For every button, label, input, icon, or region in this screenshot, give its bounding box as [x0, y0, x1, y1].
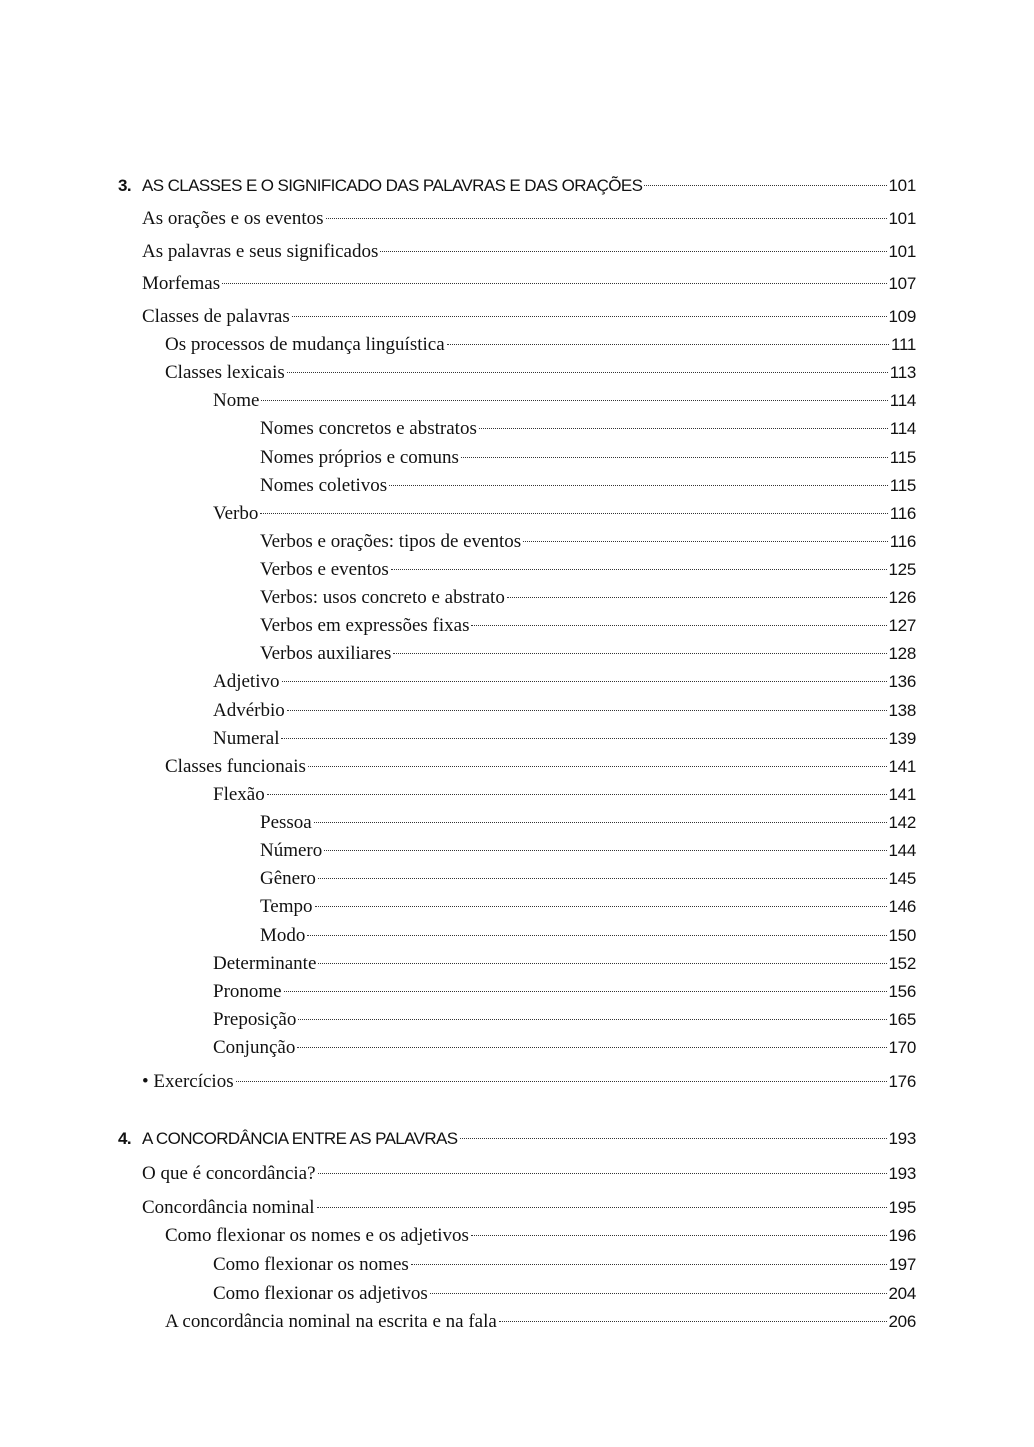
toc-entry[interactable]: [260, 614, 916, 638]
toc-entry-title: Adjetivo: [213, 671, 280, 692]
dot-leader: [447, 344, 889, 345]
toc-entry-page: 128: [888, 644, 916, 663]
toc-entry-title: Os processos de mudança linguística: [165, 334, 445, 355]
toc-entry-title: Pronome: [213, 981, 282, 1002]
dot-leader: [307, 935, 886, 936]
toc-entry-title: Classes de palavras: [142, 306, 290, 327]
dot-leader: [287, 710, 887, 711]
dot-leader: [292, 316, 887, 317]
dot-leader: [318, 878, 887, 879]
toc-entry[interactable]: [213, 1253, 916, 1277]
toc-entry-page: 141: [888, 757, 916, 776]
toc-entry-page: 109: [888, 307, 916, 326]
dot-leader: [411, 1264, 887, 1265]
toc-entry-page: 196: [888, 1226, 916, 1245]
toc-entry[interactable]: [142, 240, 916, 264]
toc-entry[interactable]: [260, 558, 916, 582]
toc-entry-title: Nome: [213, 390, 260, 411]
toc-entry-page: 152: [888, 954, 916, 973]
toc-entry-title: Gênero: [260, 868, 316, 889]
toc-entry[interactable]: [213, 1036, 916, 1060]
toc-entry-page: 156: [888, 982, 916, 1001]
toc-entry-page: 139: [888, 729, 916, 748]
toc-entry[interactable]: [213, 1008, 916, 1032]
toc-entry-page: 193: [888, 1129, 916, 1148]
dot-leader: [222, 283, 886, 284]
toc-entry-title: Classes lexicais: [165, 362, 285, 383]
dot-leader: [380, 251, 886, 252]
toc-entry-title: Concordância nominal: [142, 1197, 315, 1218]
toc-entry-title: Nomes próprios e comuns: [260, 447, 459, 468]
dot-leader: [287, 372, 888, 373]
dot-leader: [260, 513, 887, 514]
toc-entry-page: 107: [888, 274, 916, 293]
toc-entry[interactable]: [213, 1282, 916, 1306]
toc-entry-page: 116: [889, 532, 916, 551]
toc-entry-page: 197: [888, 1255, 916, 1274]
toc-entry[interactable]: [142, 207, 916, 231]
toc-entry-title: Verbos e orações: tipos de eventos: [260, 531, 522, 552]
toc-entry-page: 126: [888, 588, 916, 607]
toc-entry-page: 145: [888, 869, 916, 888]
toc-entry-page: 114: [889, 419, 916, 438]
toc-entry-title: A concordância nominal na escrita e na fala: [165, 1311, 497, 1332]
dot-leader: [267, 794, 887, 795]
toc-entry-page: 113: [889, 363, 916, 382]
dot-leader: [471, 1235, 887, 1236]
toc-entry-title: • Exercícios: [142, 1071, 234, 1092]
toc-entry-page: 206: [888, 1312, 916, 1331]
toc-entry[interactable]: [142, 305, 916, 329]
toc-entry-title: Pessoa: [260, 812, 312, 833]
toc-entry[interactable]: [260, 642, 916, 666]
toc-entry-title: Tempo: [260, 896, 313, 917]
dot-leader: [389, 485, 888, 486]
toc-entry-chapter-4[interactable]: [118, 1127, 916, 1151]
dot-leader: [326, 218, 887, 219]
toc-entry[interactable]: [213, 670, 916, 694]
dot-leader: [430, 1293, 887, 1294]
toc-entry-title: Como flexionar os nomes e os adjetivos: [165, 1225, 469, 1246]
toc-entry-exercises[interactable]: [142, 1070, 916, 1094]
toc-entry-title: Verbos: usos concreto e abstrato: [260, 587, 505, 608]
dot-leader: [461, 457, 888, 458]
toc-entry-title: Determinante: [213, 953, 317, 974]
toc-entry[interactable]: [213, 502, 916, 526]
dot-leader: [324, 850, 886, 851]
toc-entry[interactable]: [142, 272, 916, 296]
toc-entry-title: Nomes coletivos: [260, 475, 388, 496]
dot-leader: [317, 1207, 887, 1208]
dot-leader: [523, 541, 888, 542]
toc-entry-title: Numeral: [213, 728, 280, 749]
toc-entry[interactable]: [260, 811, 916, 835]
toc-entry-page: 136: [888, 672, 916, 691]
toc-entry-title: Classes funcionais: [165, 756, 306, 777]
dot-leader: [261, 400, 887, 401]
toc-entry[interactable]: [213, 980, 916, 1004]
toc-entry-page: 101: [888, 209, 916, 228]
toc-entry[interactable]: [165, 755, 916, 779]
toc-entry-title: Nomes concretos e abstratos: [260, 418, 477, 439]
toc-entry-title: Verbo: [213, 503, 259, 524]
toc-entry[interactable]: [213, 727, 916, 751]
toc-entry-chapter-3[interactable]: [118, 174, 916, 198]
toc-entry[interactable]: [213, 699, 916, 723]
toc-entry-title: Morfemas: [142, 273, 221, 294]
toc-entry-page: 141: [888, 785, 916, 804]
toc-entry-page: 176: [888, 1072, 916, 1091]
toc-entry-title: As palavras e seus significados: [142, 241, 379, 262]
toc-entry-page: 193: [888, 1164, 916, 1183]
toc-entry[interactable]: [165, 333, 916, 357]
toc-entry-title: Advérbio: [213, 700, 285, 721]
dot-leader: [318, 963, 886, 964]
dot-leader: [308, 766, 887, 767]
toc-entry-page: 195: [888, 1198, 916, 1217]
toc-entry-title: Modo: [260, 925, 306, 946]
toc-entry-title: Conjunção: [213, 1037, 296, 1058]
chapter-number: 3.: [118, 176, 131, 195]
toc-entry-title: Número: [260, 840, 323, 861]
dot-leader: [391, 569, 887, 570]
toc-entry-title: Preposição: [213, 1009, 297, 1030]
toc-entry[interactable]: [260, 867, 916, 891]
toc-entry[interactable]: [165, 1224, 916, 1248]
dot-leader: [281, 738, 886, 739]
dot-leader: [318, 1173, 887, 1174]
toc-entry-page: 101: [888, 176, 916, 195]
dot-leader: [284, 991, 887, 992]
dot-leader: [460, 1138, 887, 1139]
toc-entry[interactable]: [142, 1196, 916, 1220]
toc-entry-page: 165: [888, 1010, 916, 1029]
dot-leader: [315, 906, 887, 907]
toc-entry-title: Verbos auxiliares: [260, 643, 392, 664]
dot-leader: [282, 681, 887, 682]
toc-entry[interactable]: [142, 1162, 916, 1186]
dot-leader: [507, 597, 887, 598]
dot-leader: [314, 822, 887, 823]
toc-entry[interactable]: [260, 474, 916, 498]
toc-entry-title: Flexão: [213, 784, 265, 805]
toc-entry-page: 146: [888, 897, 916, 916]
toc-entry-page: 115: [889, 448, 916, 467]
toc-entry[interactable]: [260, 895, 916, 919]
toc-entry-title: Verbos em expressões fixas: [260, 615, 470, 636]
toc-entry[interactable]: [260, 839, 916, 863]
toc-entry[interactable]: [213, 389, 916, 413]
toc-entry[interactable]: [260, 446, 916, 470]
toc-entry-title: Verbos e eventos: [260, 559, 389, 580]
toc-entry-page: 114: [889, 391, 916, 410]
toc-entry-page: 144: [888, 841, 916, 860]
dot-leader: [499, 1321, 887, 1322]
dot-leader: [471, 625, 886, 626]
toc-entry[interactable]: [213, 952, 916, 976]
dot-leader: [479, 428, 888, 429]
toc-entry-page: 111: [891, 335, 916, 354]
toc-entry[interactable]: [260, 586, 916, 610]
dot-leader: [393, 653, 886, 654]
toc-entry-page: 150: [888, 926, 916, 945]
toc-entry[interactable]: [213, 783, 916, 807]
toc-entry[interactable]: [260, 924, 916, 948]
toc-entry-title: A CONCORDÂNCIA ENTRE AS PALAVRAS: [142, 1129, 458, 1148]
toc-entry-page: 115: [889, 476, 916, 495]
toc-entry-page: 138: [888, 701, 916, 720]
toc-entry-title: Como flexionar os nomes: [213, 1254, 409, 1275]
chapter-number: 4.: [118, 1129, 131, 1148]
toc-entry-title: As orações e os eventos: [142, 208, 324, 229]
toc-entry[interactable]: [260, 530, 916, 554]
dot-leader: [644, 185, 886, 186]
toc-entry-page: 125: [888, 560, 916, 579]
toc-entry-page: 170: [888, 1038, 916, 1057]
toc-entry-title: O que é concordância?: [142, 1163, 316, 1184]
toc-entry-title: AS CLASSES E O SIGNIFICADO DAS PALAVRAS E DAS ORAÇÕES: [142, 176, 643, 195]
dot-leader: [297, 1047, 886, 1048]
dot-leader: [298, 1019, 886, 1020]
dot-leader: [236, 1081, 887, 1082]
toc-entry-page: 127: [888, 616, 916, 635]
toc-entry-page: 142: [888, 813, 916, 832]
toc-entry-page: 116: [889, 504, 916, 523]
toc-entry[interactable]: [165, 361, 916, 385]
toc-entry[interactable]: [165, 1310, 916, 1334]
toc-entry-page: 204: [888, 1284, 916, 1303]
toc-entry-page: 101: [888, 242, 916, 261]
toc-entry[interactable]: [260, 417, 916, 441]
toc-entry-title: Como flexionar os adjetivos: [213, 1283, 428, 1304]
